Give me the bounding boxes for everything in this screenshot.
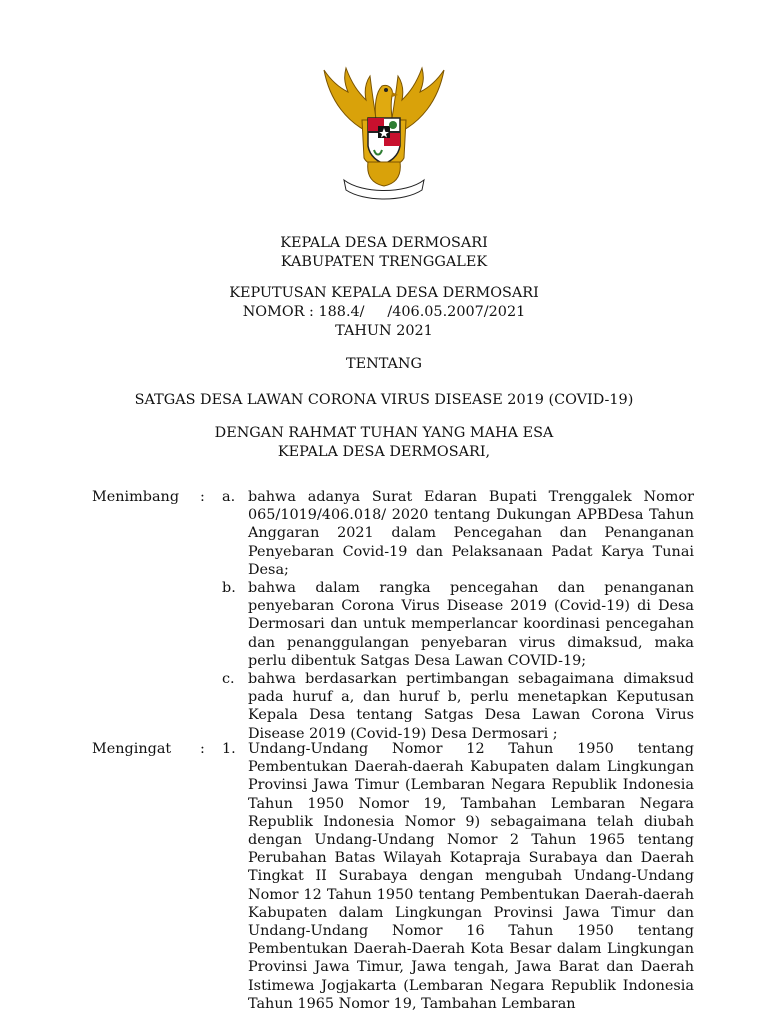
mengingat-item-1 [92, 740, 694, 1013]
item-text: Undang-Undang Nomor 12 Tahun 1950 tentang Pembentukan Daerah-daerah Kabupaten dalam Lingkungan Provinsi Jawa Timur (Lembaran Negara Republik Indonesia Tahun 1950 Nomor 19, Tambahan Lembaran Negara Republik Indonesia Nomor 9) sebagaimana telah diubah dengan Undang-Undang Nomor 2 Tahun 1965 tentang Perubahan Batas Wilayah Kotapraja Surabaya dan Daerah Tingkat II Surabaya dengan mengubah Undang-Undang Nomor 12 Tahun 1950 tentang Pembentukan Daerah-daerah Kabupaten dalam Lingkungan Provinsi Jawa Timur dan Undang-Undang Nomor 16 Tahun 1950 tentang Pembentukan Daerah-Daerah Kota Besar dalam Lingkungan Provinsi Jawa Timur, Jawa tengah, Jawa Barat dan Daerah Istimewa Jogjakarta (Lembaran Negara Republik Indonesia Tahun 1965 Nomor 19, Tambahan Lembaran [248, 741, 694, 1012]
decree-heading [0, 284, 768, 341]
subject-heading [0, 391, 768, 410]
decree-number: NOMOR : 188.4/ /406.05.2007/2021 [242, 304, 526, 320]
item-marker: c. [222, 671, 235, 688]
grace-line: DENGAN RAHMAT TUHAN YANG MAHA ESA [214, 425, 554, 441]
issuer-line-2: KABUPATEN TRENGGALEK [280, 254, 488, 270]
menimbang-item-b [92, 579, 694, 670]
item-marker: b. [222, 580, 236, 597]
section-colon: : [200, 489, 205, 505]
section-label: Mengingat [92, 741, 172, 757]
item-text: bahwa adanya Surat Edaran Bupati Trenggalek Nomor 065/1019/406.018/ 2020 tentang Dukungan APBDesa Tahun Anggaran 2021 dalam Pencegahan dan Penanganan Penyebaran Covid-19 dan Pelaksanaan Padat Karya Tunai Desa; [248, 489, 694, 578]
item-marker: a. [222, 489, 236, 505]
section-label: Menimbang [92, 489, 180, 505]
menimbang-section [92, 488, 694, 743]
issuer-line-1: KEPALA DESA DERMOSARI [280, 235, 488, 251]
preamble [0, 424, 768, 462]
item-text: bahwa berdasarkan pertimbangan sebagaimana dimaksud pada huruf a, dan huruf b, perlu menetapkan Keputusan Kepala Desa tentang Satgas Desa Lawan Corona Virus Disease 2019 (Covid-19) Desa Dermosari ; [248, 671, 694, 742]
menimbang-item-c [92, 670, 694, 743]
item-text: bahwa dalam rangka pencegahan dan penanganan penyebaran Corona Virus Disease 2019 (Covid-19) di Desa Dermosari dan untuk memperlancar koordinasi pencegahan dan penanggulangan penyebaran virus dimaksud, maka perlu dibentuk Satgas Desa Lawan COVID-19; [248, 580, 694, 669]
head-line: KEPALA DESA DERMOSARI, [277, 444, 491, 460]
mengingat-section [92, 740, 694, 1013]
menimbang-item-a [92, 488, 694, 579]
section-colon: : [200, 741, 205, 757]
garuda-emblem-icon [318, 62, 450, 212]
decree-title: KEPUTUSAN KEPALA DESA DERMOSARI [229, 285, 539, 301]
decree-year: TAHUN 2021 [335, 323, 433, 339]
decree-subject: SATGAS DESA LAWAN CORONA VIRUS DISEASE 2019 (COVID-19) [134, 392, 634, 408]
item-marker: 1. [222, 741, 236, 757]
letterhead [0, 234, 768, 272]
about-label: TENTANG [346, 356, 422, 372]
about-heading [0, 355, 768, 374]
